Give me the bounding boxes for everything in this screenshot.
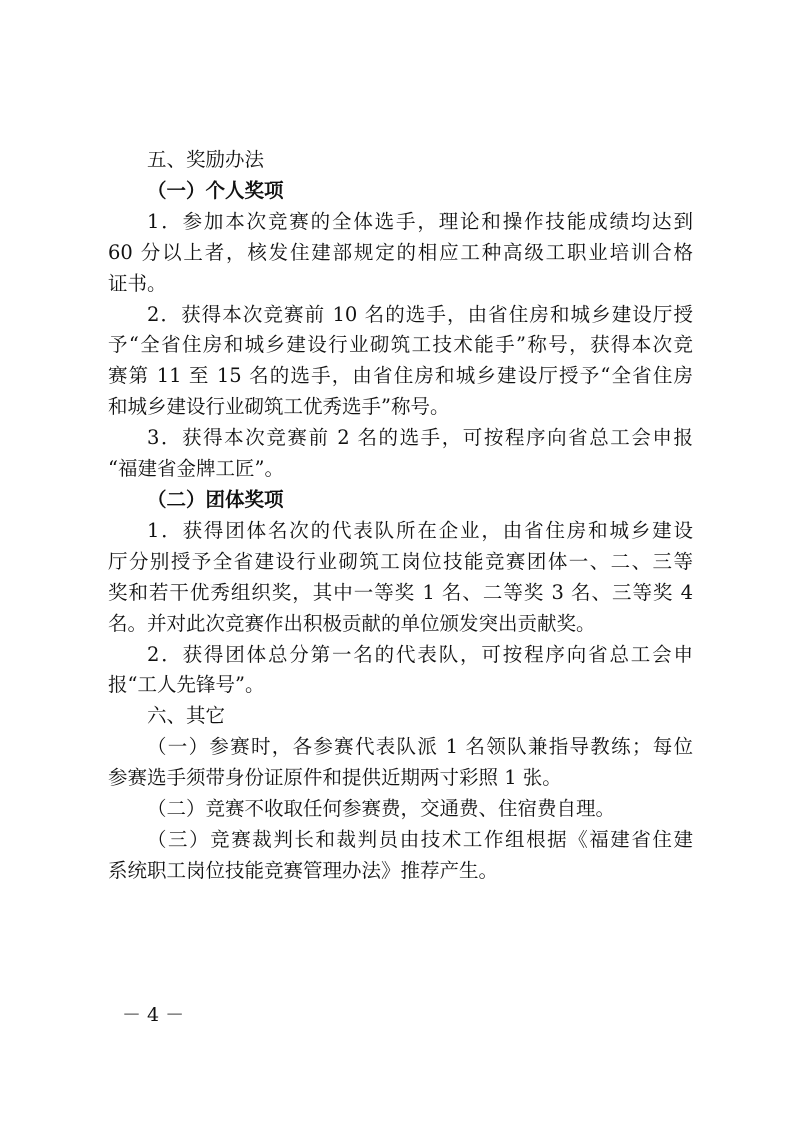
paragraph-line: 参赛选手须带身份证原件和提供近期两寸彩照 1 张。 xyxy=(108,766,562,790)
paragraph-line: 1．获得团体名次的代表队所在企业，由省住房和城乡建设 xyxy=(147,518,693,542)
paragraph-line: 2．获得团体总分第一名的代表队，可按程序向省总工会申 xyxy=(147,642,693,666)
paragraph-line: 厅分别授予全省建设行业砌筑工岗位技能竞赛团体一、二、三等 xyxy=(108,549,693,573)
paragraph-line: 证书。 xyxy=(108,271,167,295)
section-heading-rewards: 五、奖励办法 xyxy=(147,148,265,171)
page-body xyxy=(108,145,693,887)
subheading-team-awards: （二）团体奖项 xyxy=(147,487,284,511)
section-heading-other: 六、其它 xyxy=(147,704,226,728)
paragraph-line: 赛第 11 至 15 名的选手，由省住房和城乡建设厅授予“全省住房 xyxy=(108,364,693,388)
paragraph-line: “福建省金牌工匠”。 xyxy=(108,457,284,481)
paragraph-line: （一）参赛时，各参赛代表队派 1 名领队兼指导教练；每位 xyxy=(147,735,693,759)
page-number: － 4 － xyxy=(122,1004,185,1026)
paragraph-line: 予“全省住房和城乡建设行业砌筑工技术能手”称号，获得本次竞 xyxy=(108,333,693,357)
paragraph-line: 系统职工岗位技能竞赛管理办法》推荐产生。 xyxy=(108,858,499,882)
paragraph-line: 1．参加本次竞赛的全体选手，理论和操作技能成绩均达到 xyxy=(147,209,693,233)
paragraph-line: 奖和若干优秀组织奖，其中一等奖 1 名、二等奖 3 名、三等奖 4 xyxy=(108,580,693,604)
paragraph-line: 报“工人先锋号”。 xyxy=(108,673,265,697)
paragraph-line: 2．获得本次竞赛前 10 名的选手，由省住房和城乡建设厅授 xyxy=(147,302,693,326)
paragraph-line: 名。并对此次竞赛作出积极贡献的单位颁发突出贡献奖。 xyxy=(108,611,596,635)
paragraph-line: 60 分以上者，核发住建部规定的相应工种高级工职业培训合格 xyxy=(108,240,693,264)
paragraph-line: 3．获得本次竞赛前 2 名的选手，可按程序向省总工会申报 xyxy=(147,426,693,450)
subheading-individual-awards: （一）个人奖项 xyxy=(147,178,284,202)
paragraph-line: （三）竞赛裁判长和裁判员由技术工作组根据《福建省住建 xyxy=(147,827,693,851)
paragraph-line: 和城乡建设行业砌筑工优秀选手”称号。 xyxy=(108,395,450,419)
paragraph-line: （二）竞赛不收取任何参赛费，交通费、住宿费自理。 xyxy=(147,797,616,821)
